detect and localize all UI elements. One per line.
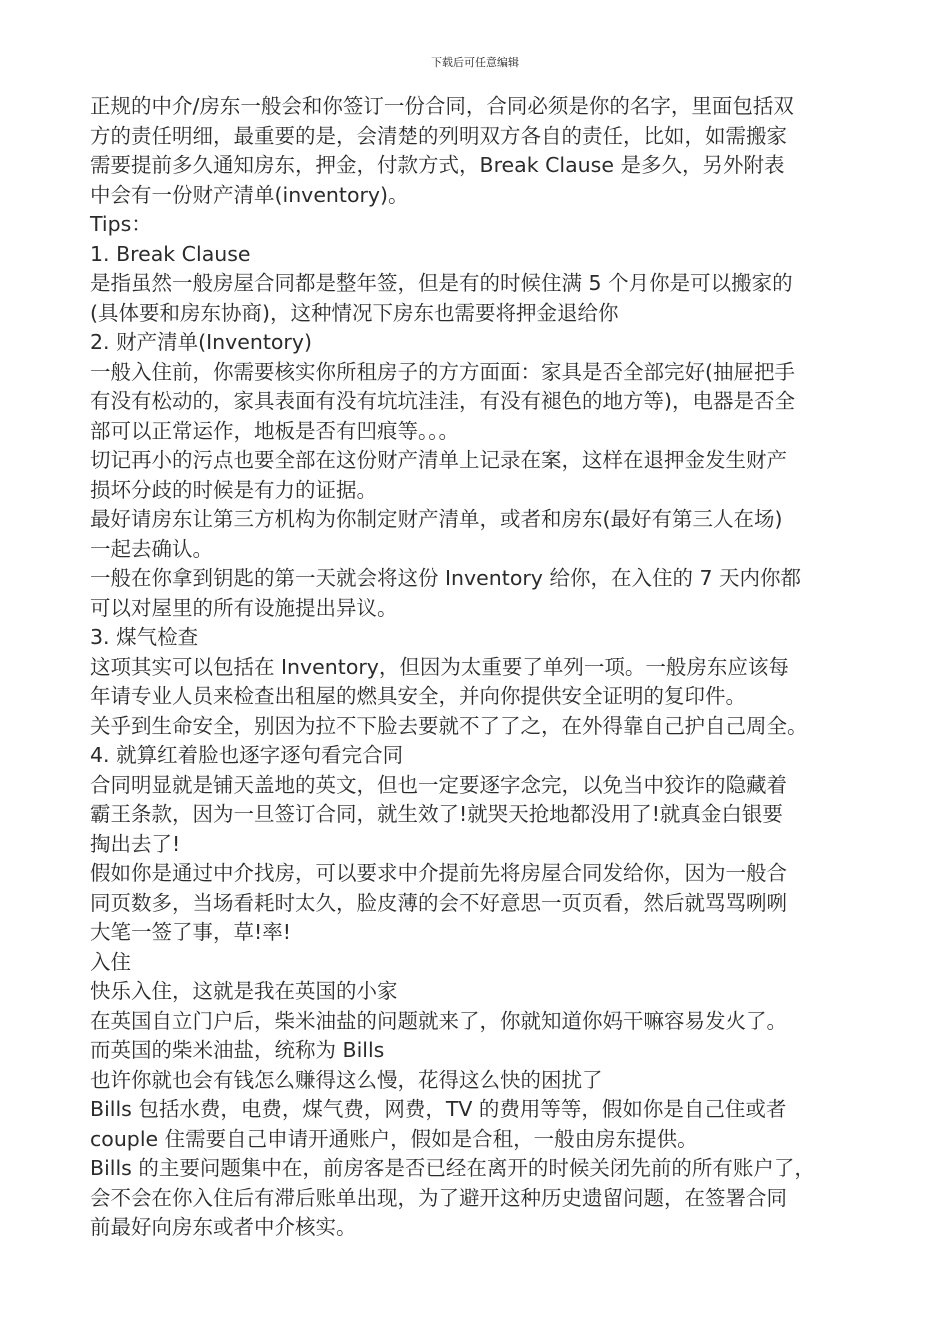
text-line: 也许你就也会有钱怎么赚得这么慢，花得这么快的困扰了 — [90, 1067, 603, 1092]
text-line: 这项其实可以包括在 Inventory，但因为太重要了单列一项。一般房东应该每 — [90, 654, 789, 679]
text-line: 是指虽然一般房屋合同都是整年签，但是有的时候住满 5 个月你是可以搬家的 — [90, 271, 793, 295]
text-line: 同页数多，当场看耗时太久，脸皮薄的会不好意思一页页看，然后就骂骂咧咧 — [90, 890, 787, 915]
text-line: 需要提前多久通知房东，押金，付款方式，Break Clause 是多久，另外附表 — [90, 153, 785, 177]
text-line: 方的责任明细，最重要的是，会清楚的列明双方各自的责任，比如，如需搬家 — [90, 123, 787, 148]
text-line: (具体要和房东协商)，这种情况下房东也需要将押金退给你 — [90, 300, 619, 325]
text-line: 前最好向房东或者中介核实。 — [90, 1215, 357, 1239]
text-line: 快乐入住，这就是我在英国的小家 — [90, 979, 398, 1003]
section-heading: Tips： — [90, 212, 152, 236]
text-line: 年请专业人员来检查出租屋的燃具安全，并向你提供安全证明的复印件。 — [90, 684, 746, 708]
section-heading: 1. Break Clause — [90, 241, 251, 266]
text-line: 会不会在你入住后有滞后账单出现，为了避开这种历史遗留问题，在签署合同 — [90, 1185, 787, 1210]
section-heading: 3. 煤气检查 — [90, 625, 199, 649]
text-line: 中会有一份财产清单(inventory)。 — [90, 182, 409, 207]
text-line: 可以对屋里的所有设施提出异议。 — [90, 595, 398, 620]
text-line: 切记再小的污点也要全部在这份财产清单上记录在案，这样在退押金发生财产 — [90, 448, 787, 472]
text-line: 而英国的柴米油盐，统称为 Bills — [90, 1038, 385, 1062]
text-line: 霸王条款，因为一旦签订合同，就生效了!就哭天抢地都没用了!就真金白银要 — [90, 802, 783, 826]
text-line: 掏出去了! — [90, 831, 181, 856]
text-line: Bills 的主要问题集中在，前房客是否已经在离开的时候关闭先前的所有账户了， — [90, 1156, 815, 1180]
section-heading: 2. 财产清单(Inventory) — [90, 330, 312, 354]
document-body — [90, 92, 880, 1243]
text-line: 部可以正常运作，地板是否有凹痕等。。。 — [90, 418, 459, 443]
text-line: 一般入住前，你需要核实你所租房子的方方面面：家具是否全部完好(抽屉把手 — [90, 359, 795, 384]
text-line: Bills 包括水费，电费，煤气费，网费，TV 的费用等等，假如你是自己住或者 — [90, 1097, 787, 1121]
text-line: 损坏分歧的时候是有力的证据。 — [90, 477, 377, 502]
text-line: couple 住需要自己申请开通账户，假如是合租，一般由房东提供。 — [90, 1126, 698, 1151]
text-line: 最好请房东让第三方机构为你制定财产清单，或者和房东(最好有第三人在场) — [90, 507, 783, 531]
text-line: 正规的中介/房东一般会和你签订一份合同，合同必须是你的名字，里面包括双 — [90, 94, 794, 118]
page-header: 下载后可任意编辑 — [431, 56, 519, 69]
section-heading: 入住 — [90, 949, 131, 974]
text-line: 合同明显就是铺天盖地的英文，但也一定要逐字念完，以免当中狡诈的隐藏着 — [90, 772, 787, 797]
text-line: 一般在你拿到钥匙的第一天就会将这份 Inventory 给你，在入住的 7 天内你都 — [90, 566, 802, 590]
text-line: 有没有松动的，家具表面有没有坑坑洼洼，有没有褪色的地方等)，电器是否全 — [90, 389, 795, 413]
text-line: 大笔一签了事，草!率! — [90, 920, 291, 944]
text-line: 假如你是通过中介找房，可以要求中介提前先将房屋合同发给你，因为一般合 — [90, 861, 787, 885]
text-line: 一起去确认。 — [90, 536, 213, 561]
section-heading: 4. 就算红着脸也逐字逐句看完合同 — [90, 743, 404, 767]
text-line: 在英国自立门户后，柴米油盐的问题就来了，你就知道你妈干嘛容易发火了。 — [90, 1008, 787, 1033]
text-line: 关乎到生命安全，别因为拉不下脸去要就不了了之，在外得靠自己护自己周全。 — [90, 713, 808, 738]
